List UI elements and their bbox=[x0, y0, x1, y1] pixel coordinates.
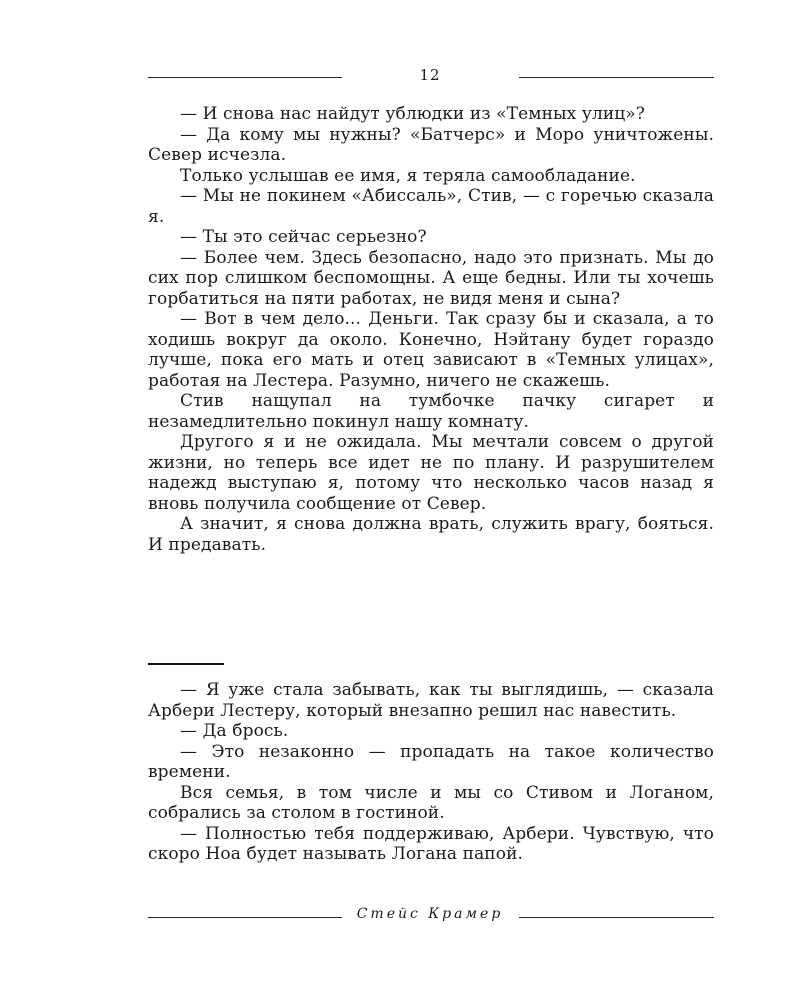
paragraph: — Ты это сейчас серьезно? bbox=[180, 227, 427, 247]
header-rule-left bbox=[148, 77, 342, 78]
paragraph: Стив нащупал на тумбочке пачку сигарет и незамедлительно покинул нашу комнату. bbox=[148, 391, 714, 432]
second-text-block bbox=[148, 680, 714, 865]
header-rule-right bbox=[519, 77, 714, 78]
footer-author: Стейс Крамер bbox=[356, 906, 504, 922]
paragraph: — Полностью тебя поддерживаю, Арбери. Чувствую, что скоро Ноа будет называть Логана папой. bbox=[148, 823, 714, 864]
main-text-block bbox=[148, 104, 714, 555]
paragraph: — Это незаконно — пропадать на такое количество времени. bbox=[148, 741, 714, 782]
section-divider bbox=[148, 663, 224, 665]
paragraph: — И снова нас найдут ублюдки из «Темных улиц»? bbox=[180, 104, 646, 124]
paragraph: Только услышав ее имя, я теряла самообладание. bbox=[180, 165, 636, 186]
footer-rule-right bbox=[519, 917, 714, 918]
paragraph: — Я уже стала забывать, как ты выглядишь, — сказала Арбери Лестеру, который внезапно решил нас навестить. bbox=[148, 680, 714, 721]
paragraph: — Да брось. bbox=[180, 721, 289, 741]
footer-rule-left bbox=[148, 917, 342, 918]
paragraph: — Да кому мы нужны? «Батчерс» и Моро уничтожены. Север исчезла. bbox=[148, 124, 714, 165]
paragraph: А значит, я снова должна врать, служить врагу, бояться. И предавать. bbox=[148, 514, 714, 555]
paragraph: Другого я и не ожидала. Мы мечтали совсем о другой жизни, но теперь все идет не по плану. И разрушителем надежд выступаю я, потому что несколько часов назад я вновь получила сообщение от Север. bbox=[148, 432, 714, 514]
paragraph: — Мы не покинем «Абиссаль», Стив, — с горечью сказала я. bbox=[148, 186, 714, 227]
page-number: 12 bbox=[419, 66, 441, 84]
paragraph: — Более чем. Здесь безопасно, надо это признать. Мы до сих пор слишком беспомощны. А еще бедны. Или ты хочешь горбатиться на пяти работах, не видя меня и сына? bbox=[148, 247, 714, 309]
paragraph: Вся семья, в том числе и мы со Стивом и Логаном, собрались за столом в гостиной. bbox=[148, 782, 714, 823]
paragraph: — Вот в чем дело... Деньги. Так сразу бы и сказала, а то ходишь вокруг да около. Конечно, Нэйтану будет гораздо лучше, пока его мать и отец зависают в «Темных улицах», работая на Лестера. Разумно, ничего не скажешь. bbox=[148, 309, 714, 391]
